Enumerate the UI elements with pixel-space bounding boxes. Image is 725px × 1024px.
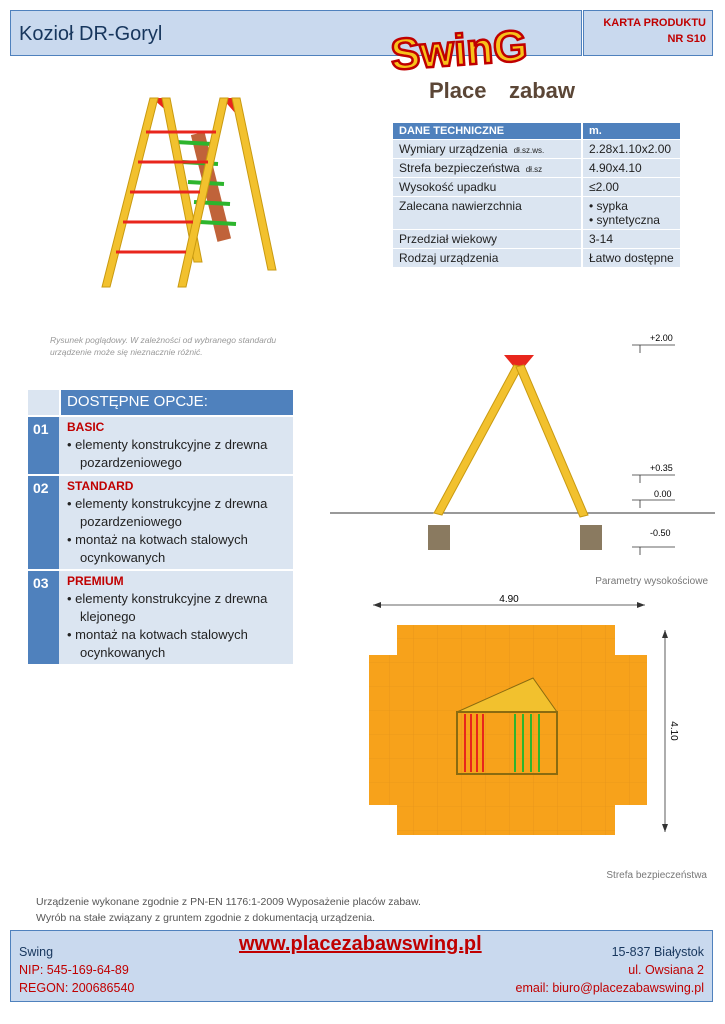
company-name: Swing	[19, 945, 54, 959]
tech-value: ≤2.00	[582, 178, 680, 197]
surface-list	[582, 197, 680, 230]
list-item: • elementy konstrukcyjne z drewna pozardzeniowego	[67, 437, 268, 470]
option-number: 03	[28, 571, 59, 664]
tech-note: dł.sz	[525, 165, 543, 174]
plan-caption: Strefa bezpieczeństwa	[606, 870, 707, 881]
note-line: Wyrób na stałe związany z gruntem zgodnie z dokumentacją urządzenia.	[36, 912, 375, 924]
tech-label: Wymiary urządzenia	[399, 142, 508, 156]
option-row	[28, 415, 293, 474]
table-row	[393, 197, 680, 230]
table-row	[393, 230, 680, 249]
elevation-caption: Parametry wysokościowe	[595, 576, 708, 587]
list-item: • elementy konstrukcyjne z drewna klejonego	[67, 591, 268, 624]
swing-logo	[385, 18, 585, 104]
tech-header-unit: m.	[582, 123, 680, 140]
tech-data-table	[393, 123, 680, 268]
tech-label: Zalecana nawierzchnia	[393, 197, 582, 230]
option-name: STANDARD	[67, 479, 134, 493]
street-address: ul. Owsiana 2	[628, 963, 704, 977]
table-row	[393, 249, 680, 268]
tech-value: Łatwo dostępne	[582, 249, 680, 268]
list-item: • elementy konstrukcyjne z drewna pozardzeniowego	[67, 496, 268, 529]
tech-label: Strefa bezpieczeństwa	[399, 161, 520, 175]
safety-zone-plan	[365, 590, 710, 885]
note-line: Urządzenie wykonane zgodnie z PN-EN 1176:1-2009 Wyposażenie placów zabaw.	[36, 896, 421, 908]
options-title: DOSTĘPNE OPCJE:	[61, 390, 293, 415]
compliance-notes	[36, 894, 421, 926]
footer	[10, 930, 713, 1002]
option-name: PREMIUM	[67, 574, 124, 588]
illustration-caption: Rysunek poglądowy. W zależności od wybranego standardu urządzenie może się nieznacznie różnić.	[50, 335, 277, 357]
table-row	[393, 159, 680, 178]
website-link[interactable]: www.placezabawswing.pl	[239, 933, 482, 955]
city-address: 15-837 Białystok	[611, 945, 704, 959]
page-title: Kozioł DR-Goryl	[19, 23, 163, 45]
list-item: • montaż na kotwach stalowych ocynkowanych	[67, 532, 248, 565]
option-row	[28, 474, 293, 569]
product-card-box	[583, 10, 713, 56]
tech-label: Przedział wiekowy	[393, 230, 582, 249]
tech-label: Rodzaj urządzenia	[393, 249, 582, 268]
options-table	[28, 390, 293, 664]
list-item: • montaż na kotwach stalowych ocynkowanych	[67, 627, 248, 660]
tech-label: Wysokość upadku	[393, 178, 582, 197]
regon-number: REGON: 200686540	[19, 981, 135, 995]
logo-swing-text: SwinG	[388, 21, 529, 80]
width-label: 4.90	[499, 594, 519, 605]
product-illustration	[90, 92, 300, 292]
logo-zabaw-text: zabaw	[509, 78, 576, 103]
tech-value: 2.28x1.10x2.00	[582, 140, 680, 159]
list-item: • syntetyczna	[589, 213, 660, 227]
logo-place-text: Place	[429, 78, 487, 103]
product-card-number: NR S10	[667, 33, 706, 45]
level-label: +0.35	[650, 463, 673, 473]
safety-zone-area	[369, 625, 647, 835]
tech-header-label: DANE TECHNICZNE	[393, 123, 582, 140]
nip-number: NIP: 545-169-64-89	[19, 963, 129, 977]
table-row	[393, 178, 680, 197]
tech-note: dł.sz.ws.	[513, 146, 545, 155]
email-link[interactable]: email: biuro@placezabawswing.pl	[515, 981, 704, 995]
level-label: +2.00	[650, 333, 673, 343]
option-row	[28, 569, 293, 664]
tech-value: 4.90x4.10	[582, 159, 680, 178]
depth-label: 4.10	[668, 721, 679, 741]
option-number: 01	[28, 417, 59, 474]
level-label: -0.50	[650, 528, 671, 538]
product-card-label: KARTA PRODUKTU	[603, 17, 706, 29]
list-item: • sypka	[589, 199, 628, 213]
tech-value: 3-14	[582, 230, 680, 249]
option-number: 02	[28, 476, 59, 569]
level-label: 0.00	[654, 489, 672, 499]
table-row	[393, 140, 680, 159]
elevation-drawing	[330, 325, 715, 590]
option-name: BASIC	[67, 420, 105, 434]
